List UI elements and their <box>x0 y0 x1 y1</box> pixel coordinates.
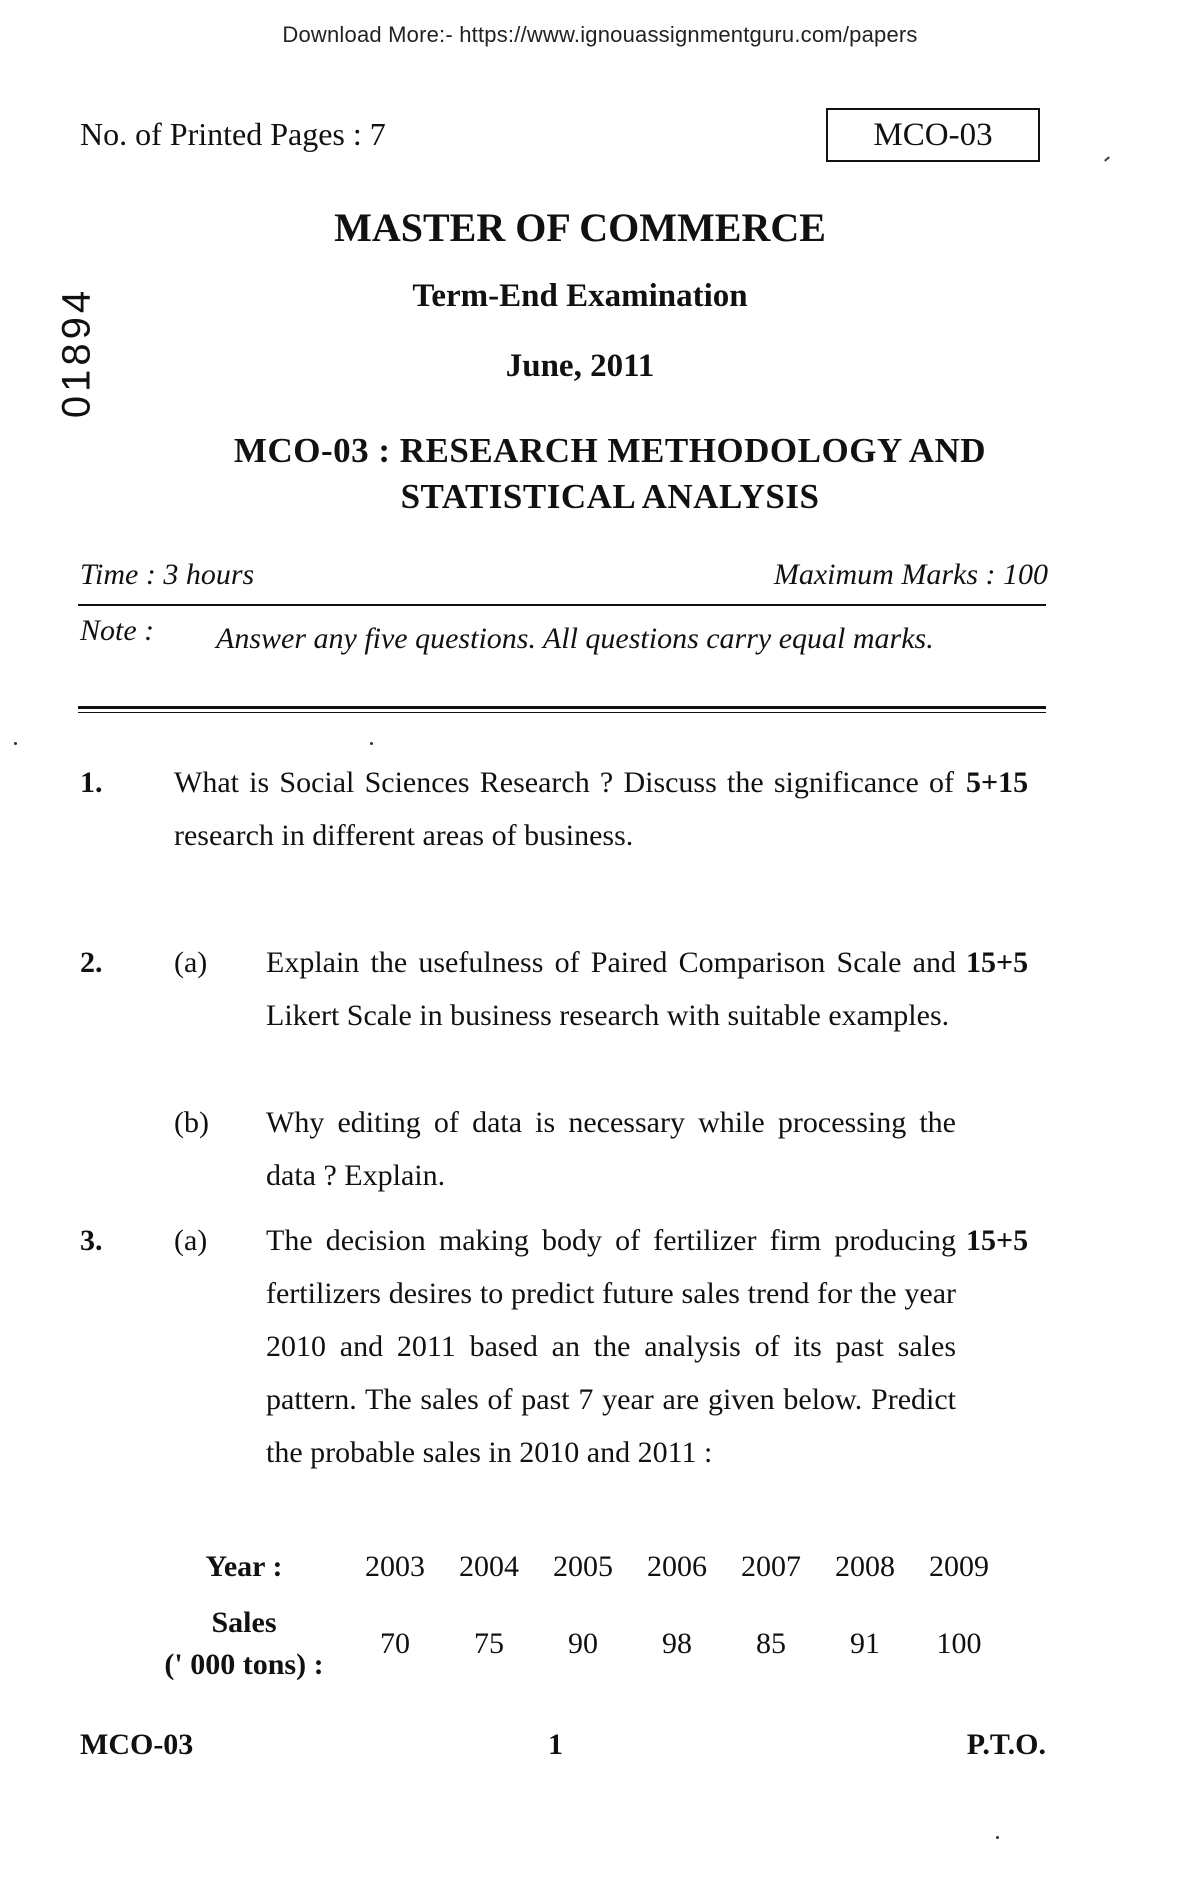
table-row <box>140 1596 1006 1692</box>
table-cell: 91 <box>850 1627 880 1660</box>
time-allowed: Time : 3 hours <box>80 558 255 591</box>
programme-title: MASTER OF COMMERCE <box>334 205 826 250</box>
exam-date: June, 2011 <box>505 348 655 384</box>
stray-dot <box>370 742 373 745</box>
part-text: Why editing of data is necessary while processing the data ? Explain. <box>266 1106 956 1192</box>
question-marks: 15+5 <box>966 946 1029 979</box>
stray-mark <box>1104 156 1110 161</box>
table-cell: 2007 <box>741 1550 801 1583</box>
table-cell: 2003 <box>365 1550 425 1583</box>
note-text: Answer any five questions. All questions carry equal marks. <box>216 622 934 655</box>
part-label: (a) <box>174 946 208 979</box>
question-marks: 15+5 <box>966 1224 1029 1257</box>
table-cell: 2004 <box>459 1550 519 1583</box>
table-cell: 75 <box>474 1627 504 1660</box>
divider-bottom <box>78 706 1046 709</box>
question-marks: 5+15 <box>966 766 1029 799</box>
divider-bottom-thin <box>78 712 1046 713</box>
table-cell: 90 <box>568 1627 598 1660</box>
part-label: (a) <box>174 1224 208 1257</box>
table-cell: 2009 <box>929 1550 989 1583</box>
question-number: 2. <box>80 946 103 979</box>
course-title <box>90 428 1130 520</box>
table-row <box>140 1538 1006 1596</box>
table-cell: 70 <box>380 1627 410 1660</box>
stray-dot <box>996 1836 999 1839</box>
roll-number: 01894 <box>54 286 99 419</box>
year-label: Year : <box>205 1550 283 1583</box>
course-title-line2: STATISTICAL ANALYSIS <box>400 477 820 516</box>
exam-type: Term-End Examination <box>412 278 748 314</box>
download-banner: Download More:- https://www.ignouassignmentguru.com/papers <box>282 22 918 47</box>
sales-label-line2: (' 000 tons) : <box>164 1648 324 1681</box>
question-number: 3. <box>80 1224 103 1257</box>
footer-code: MCO-03 <box>80 1728 194 1761</box>
table-cell: 2005 <box>553 1550 613 1583</box>
paper-code-box: MCO-03 <box>826 108 1040 162</box>
footer-pto: P.T.O. <box>966 1728 1046 1761</box>
maximum-marks: Maximum Marks : 100 <box>773 558 1048 591</box>
part-text: The decision making body of fertilizer firm producing fertilizers desires to predict future sales trend for the year 2010 and 2011 based an the analysis of its past sales pattern. The sales of past 7 year are given below. Predict the probable sales in 2010 and 2011 : <box>266 1224 956 1469</box>
table-cell: 2008 <box>835 1550 895 1583</box>
question-number: 1. <box>80 766 103 799</box>
part-label: (b) <box>174 1106 209 1139</box>
question-text: What is Social Sciences Research ? Discuss the significance of research in different areas of business. <box>174 766 954 852</box>
printed-pages: No. of Printed Pages : 7 <box>80 116 386 152</box>
stray-dot <box>14 742 17 745</box>
footer-page-number: 1 <box>548 1728 563 1761</box>
sales-label <box>140 1596 348 1692</box>
course-title-line1: MCO-03 : RESEARCH METHODOLOGY AND <box>233 431 987 470</box>
sales-label-line1: Sales <box>211 1606 277 1639</box>
table-cell: 98 <box>662 1627 692 1660</box>
note-label: Note : <box>80 614 155 647</box>
part-text: Explain the usefulness of Paired Comparison Scale and Likert Scale in business research with suitable examples. <box>266 946 956 1032</box>
sales-table <box>140 1538 1006 1692</box>
table-cell: 85 <box>756 1627 786 1660</box>
divider-top <box>78 604 1046 606</box>
table-cell: 2006 <box>647 1550 707 1583</box>
table-cell: 100 <box>936 1627 982 1660</box>
